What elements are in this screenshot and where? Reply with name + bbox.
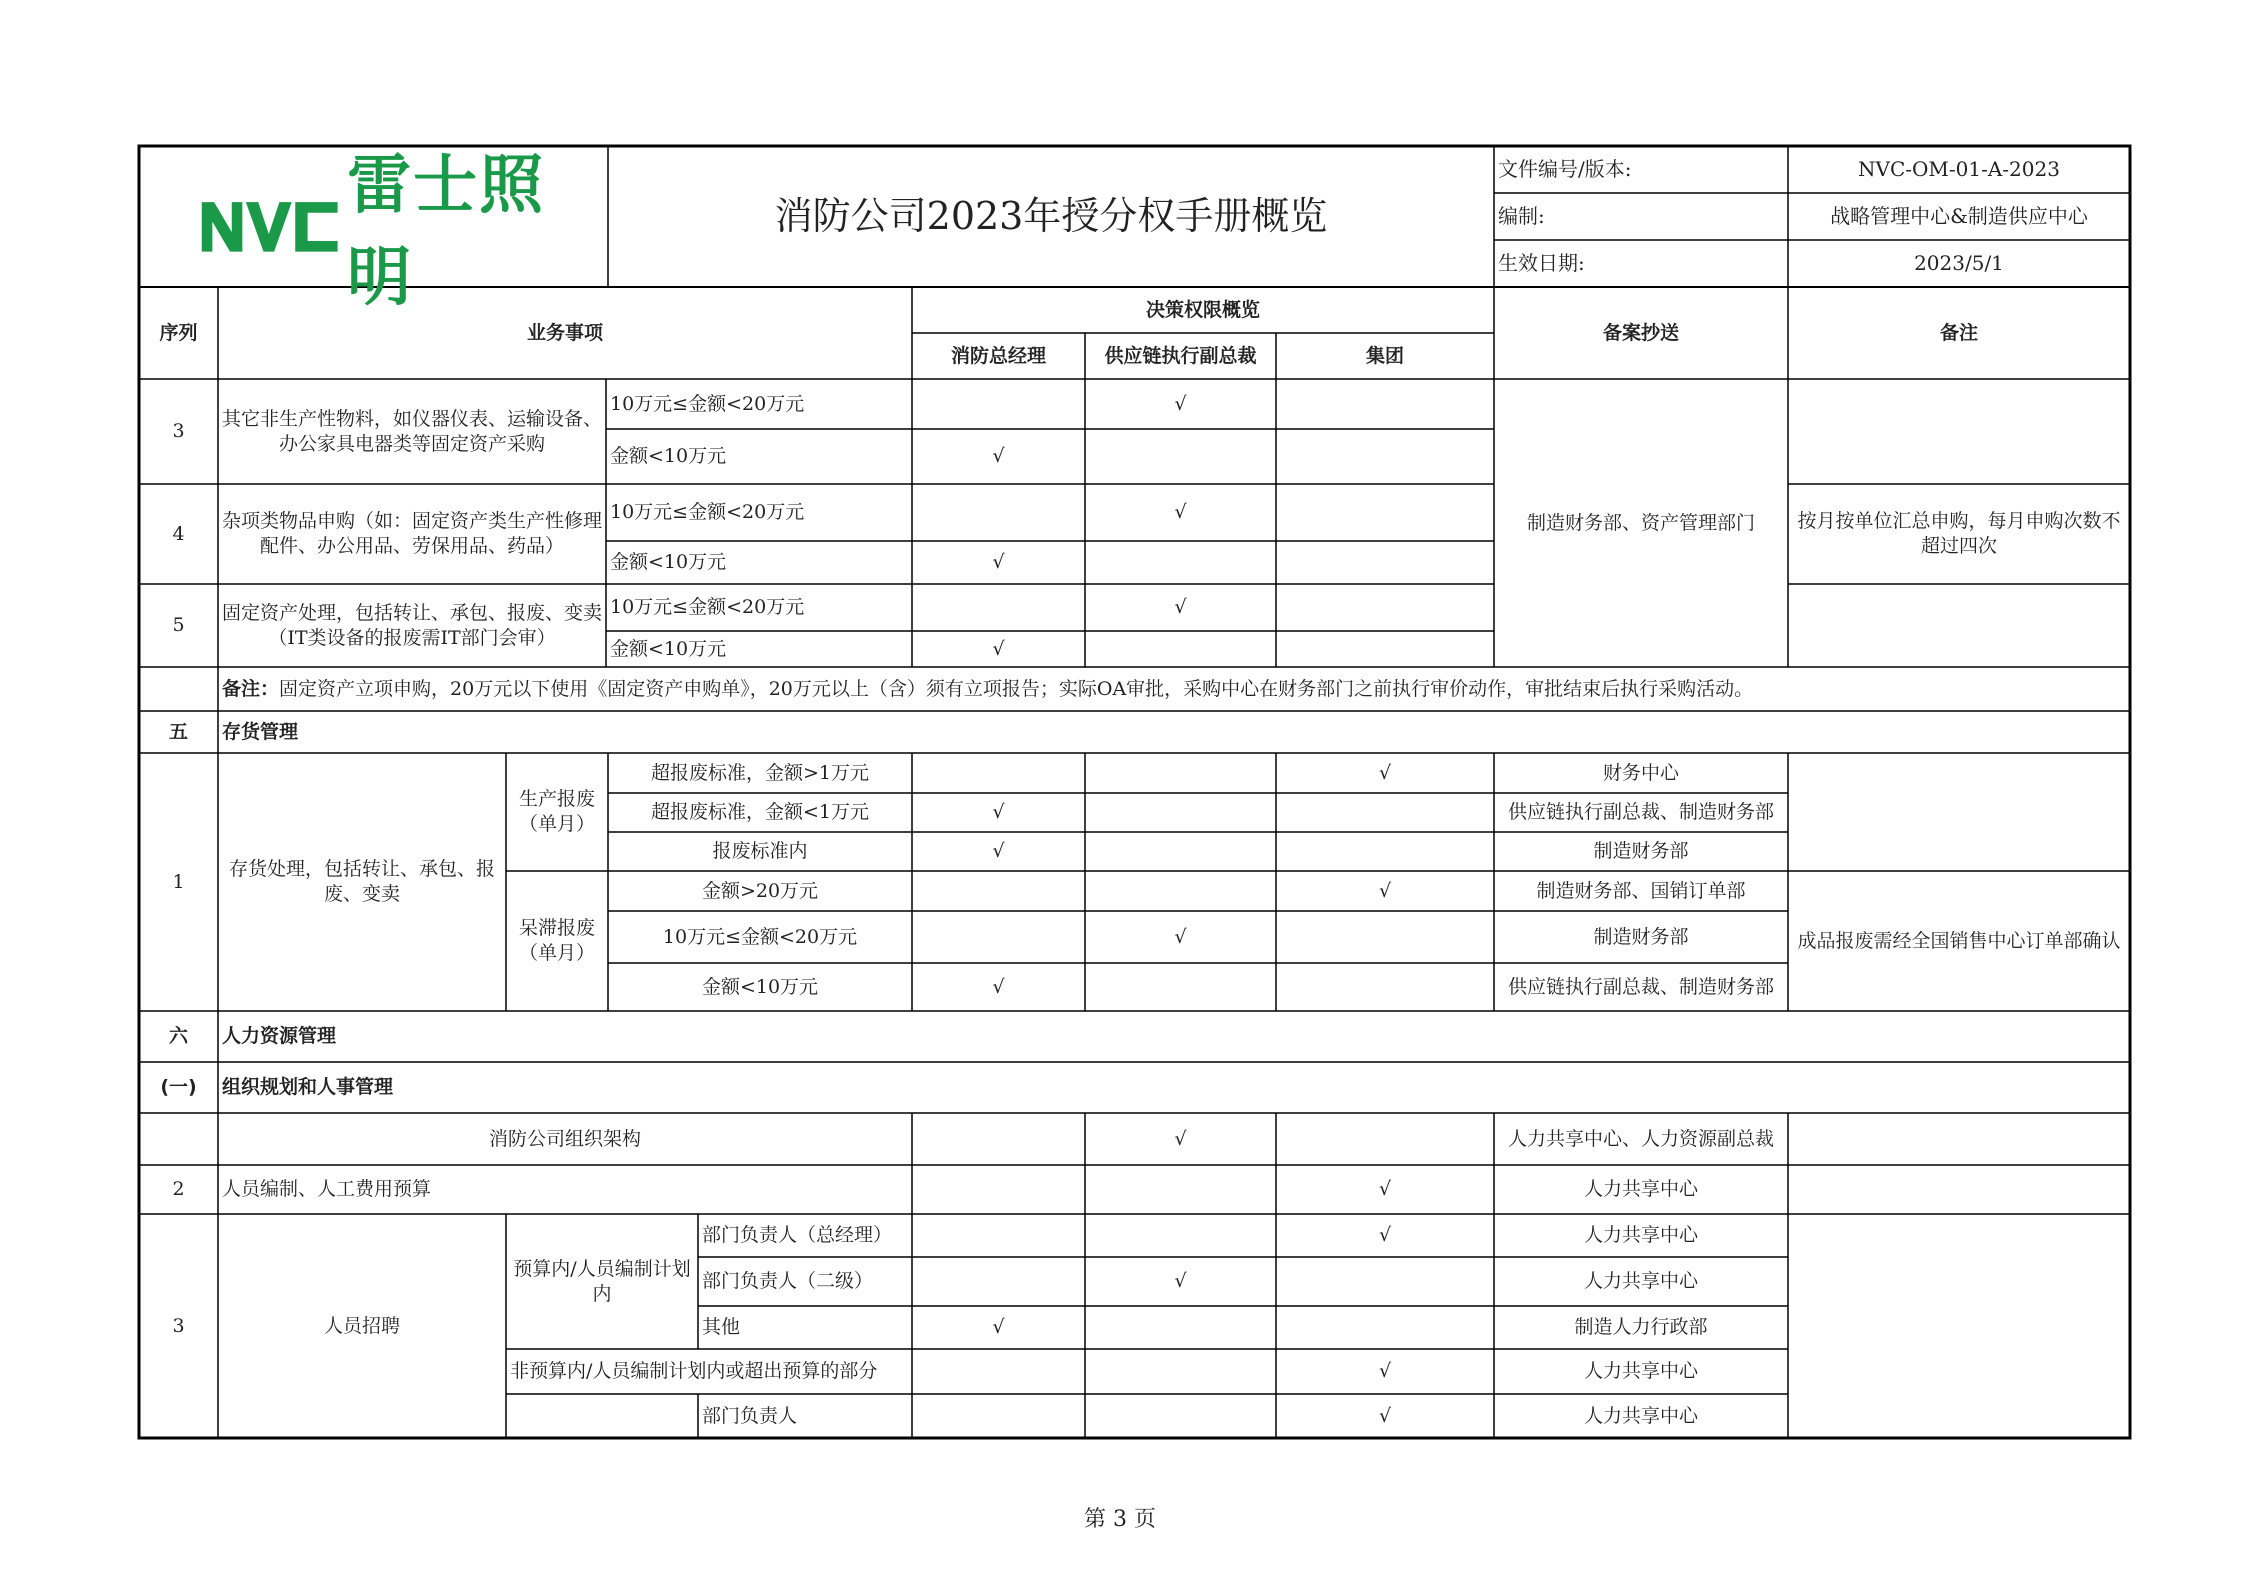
row5-seq: 5: [172, 614, 185, 636]
row3-cond1: 10万元≤金额<20万元: [610, 392, 805, 415]
row5-cond2: 金额<10万元: [610, 637, 727, 660]
subsection1-no: (一): [160, 1076, 197, 1098]
note-text: 固定资产立项申购，20万元以下使用《固定资产申购单》，20万元以上（含）须有立项报告；实际OA审批，采购中心在财务部门之前执行审价动作，审批结束后执行采购活动。: [279, 677, 1754, 700]
col-header-vp: 供应链执行副总裁: [1104, 344, 1257, 367]
rec-d-check-group: √: [1378, 1360, 1392, 1382]
rec-a-filing: 人力共享中心: [1583, 1224, 1698, 1246]
col-header-remark: 备注: [1939, 321, 1978, 344]
note-label: 备注：: [222, 677, 280, 700]
col-header-group: 集团: [1365, 344, 1404, 367]
row5-item: 固定资产处理，包括转让、承包、报废、变卖 （IT类设备的报废需IT部门会审）: [222, 601, 603, 649]
inv-b-filing: 供应链执行副总裁、制造财务部: [1507, 801, 1774, 823]
subsection1-title: 组织规划和人事管理: [222, 1076, 394, 1098]
inv-cond-d: 金额>20万元: [701, 879, 819, 902]
note-row: [218, 667, 2130, 711]
col-header-gm: 消防总经理: [950, 344, 1046, 367]
row5-check-gm: √: [992, 637, 1005, 660]
rec-cond-b: 部门负责人（二级）: [702, 1270, 874, 1292]
row3-seq: 3: [172, 420, 185, 442]
rec-cond-a: 部门负责人（总经理）: [702, 1224, 893, 1246]
inv-cond-a: 超报废标准，金额>1万元: [650, 761, 869, 784]
rows3-5-filing: 制造财务部、资产管理部门: [1526, 511, 1755, 534]
inv-b-check-gm: √: [992, 801, 1005, 823]
inv-d-filing: 制造财务部、国销订单部: [1536, 879, 1746, 902]
rec-c-check-gm: √: [992, 1316, 1005, 1338]
row3-item: 其它非生产性物料，如仪器仪表、运输设备、办公家具电器类等固定资产采购: [222, 407, 603, 455]
rec-cond-d: 非预算内/人员编制计划内或超出预算的部分: [510, 1360, 878, 1382]
rec-c-filing: 制造人力行政部: [1574, 1316, 1708, 1338]
effective-date-label: 生效日期:: [1498, 251, 1585, 275]
doc-no-label: 文件编号/版本:: [1498, 157, 1632, 181]
inv-f-check-gm: √: [992, 975, 1005, 998]
rec-a-check-group: √: [1378, 1224, 1392, 1246]
row4-cond1: 10万元≤金额<20万元: [610, 501, 805, 523]
hc-filing: 人力共享中心: [1583, 1178, 1698, 1200]
inv-d-check-group: √: [1378, 879, 1392, 902]
inv-a-filing: 财务中心: [1602, 761, 1679, 784]
effective-date-value: 2023/5/1: [1914, 251, 2004, 275]
rec-d-filing: 人力共享中心: [1583, 1360, 1698, 1382]
section6-no: 六: [168, 1025, 188, 1047]
inv-c-check-gm: √: [992, 840, 1005, 862]
inv-cond-b: 超报废标准，金额<1万元: [650, 801, 869, 823]
section5-title: 存货管理: [222, 720, 299, 743]
inv-f-filing: 供应链执行副总裁、制造财务部: [1507, 975, 1774, 998]
inv-sub-production: 生产报废（单月）: [518, 788, 595, 835]
org-check-vp: √: [1174, 1127, 1187, 1150]
inv-item: 存货处理，包括转让、承包、报废、变卖: [228, 858, 495, 905]
row4-seq: 4: [172, 522, 185, 545]
org-item: 消防公司组织架构: [488, 1127, 641, 1150]
inv-e-check-vp: √: [1174, 925, 1187, 948]
editor-label: 编制:: [1498, 204, 1545, 228]
company-logo: [200, 149, 580, 315]
inv-cond-c: 报废标准内: [712, 840, 808, 862]
section6-title: 人力资源管理: [222, 1025, 337, 1047]
row3-check-gm: √: [992, 445, 1005, 467]
page-number: 第 3 页: [1084, 1507, 1156, 1532]
editor-value: 战略管理中心&制造供应中心: [1830, 204, 2088, 228]
rec-sub-budget: 预算内/人员编制计划内: [513, 1257, 691, 1305]
inv-cond-e: 10万元≤金额<20万元: [662, 925, 858, 948]
hc-check-group: √: [1378, 1178, 1392, 1200]
row5-check-vp: √: [1174, 596, 1187, 618]
org-filing: 人力共享中心、人力资源副总裁: [1507, 1127, 1774, 1150]
section5-no: 五: [168, 720, 188, 743]
col-header-filing: 备案抄送: [1602, 321, 1679, 344]
row5-cond1: 10万元≤金额<20万元: [610, 596, 805, 618]
col-header-seq: 序列: [159, 321, 198, 344]
row3-check-vp: √: [1174, 392, 1187, 415]
inv-c-filing: 制造财务部: [1593, 840, 1689, 862]
rec-seq: 3: [172, 1314, 185, 1337]
inv-sub-idle: 呆滞报废（单月）: [518, 917, 595, 964]
row3-cond2: 金额<10万元: [610, 445, 727, 467]
rec-cond-c: 其他: [702, 1316, 741, 1338]
col-header-item: 业务事项: [526, 321, 603, 344]
nvc-logo-icon: [200, 191, 341, 261]
row4-cond2: 金额<10万元: [610, 551, 727, 573]
document-title: 消防公司2023年授分权手册概览: [774, 194, 1328, 238]
row4-remark: 按月按单位汇总申购，每月申购次数不超过四次: [1797, 510, 2121, 557]
inv-seq: 1: [172, 870, 185, 893]
rec-cond-e: 部门负责人: [702, 1404, 798, 1427]
inv-cond-f: 金额<10万元: [701, 975, 819, 998]
rec-b-check-vp: √: [1174, 1270, 1187, 1292]
doc-no-value: NVC-OM-01-A-2023: [1858, 157, 2060, 181]
row4-check-gm: √: [992, 551, 1005, 573]
col-header-decision: 决策权限概览: [1145, 298, 1260, 321]
inv-e-filing: 制造财务部: [1593, 925, 1689, 948]
rec-e-check-group: √: [1378, 1404, 1392, 1427]
row4-check-vp: √: [1174, 501, 1187, 523]
row4-item: 杂项类物品申购（如：固定资产类生产性修理配件、办公用品、劳保用品、药品）: [222, 510, 603, 557]
inv-a-check-group: √: [1378, 761, 1392, 784]
inv-remark: 成品报废需经全国销售中心订单部确认: [1797, 929, 2121, 952]
hc-item: 人员编制、人工费用预算: [222, 1178, 432, 1200]
rec-b-filing: 人力共享中心: [1583, 1270, 1698, 1292]
hc-seq: 2: [172, 1178, 185, 1200]
rec-e-filing: 人力共享中心: [1583, 1404, 1698, 1427]
rec-item: 人员招聘: [323, 1314, 400, 1337]
logo-text: 雷士照明: [347, 149, 546, 315]
